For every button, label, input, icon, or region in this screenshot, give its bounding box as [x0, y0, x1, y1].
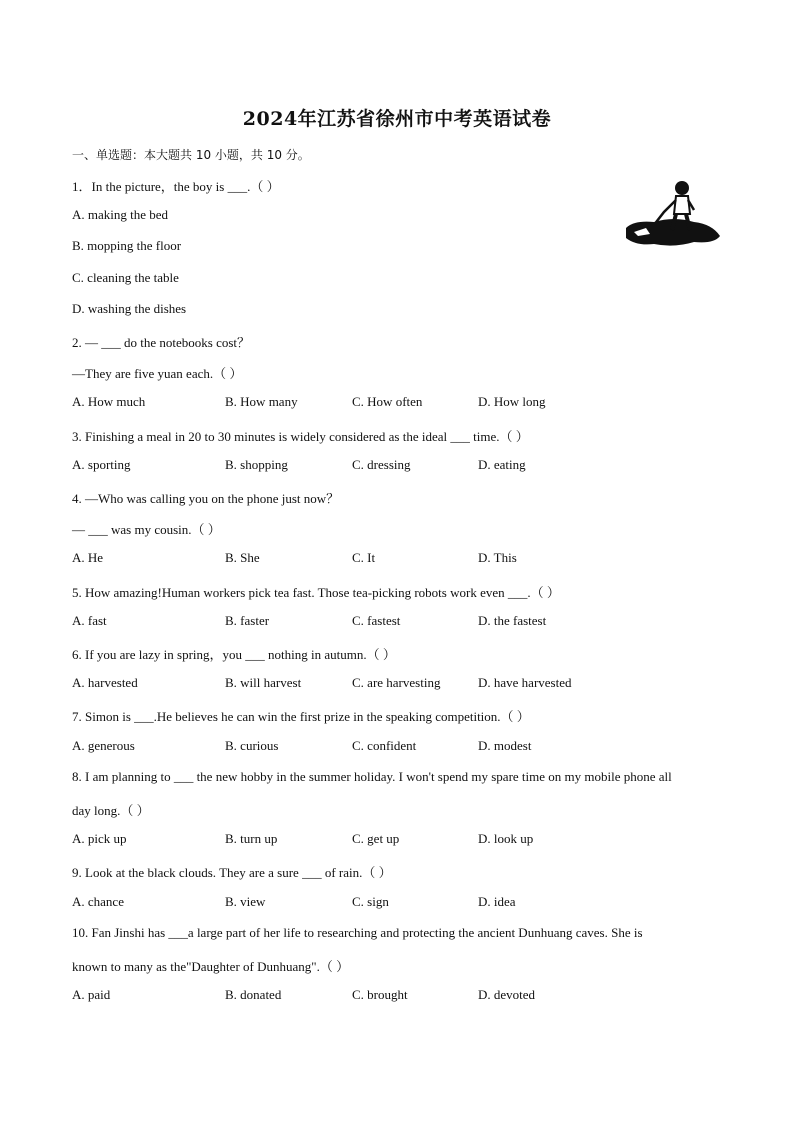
question-option: A. pick up — [72, 831, 127, 847]
question-4-text: 4. —Who was calling you on the phone just now？ — [72, 491, 340, 506]
question-option: B. faster — [225, 612, 270, 628]
question-option: D. have harvested — [478, 675, 572, 691]
question-option: B. turn up — [225, 831, 278, 847]
question-1-option: C. cleaning the table — [72, 269, 179, 285]
question-option: B. She — [225, 550, 260, 566]
question-option: D. eating — [478, 456, 526, 472]
question-option: D. modest — [478, 737, 532, 753]
question-option: B. view — [225, 893, 266, 909]
question-4-text-cont: — ___ was my cousin.（ ） — [72, 522, 221, 538]
question-option: C. How often — [352, 394, 423, 410]
question-9-text: 9. Look at the black clouds. They are a sure ___ of rain.（ ） — [72, 865, 392, 881]
question-option: C. confident — [352, 737, 417, 753]
question-option: A. harvested — [72, 675, 138, 691]
question-8-text: 8. I am planning to ___ the new hobby in the summer holiday. I won't spend my spare time on my mobile phone all — [72, 768, 672, 784]
question-3-text: 3. Finishing a meal in 20 to 30 minutes is widely considered as the ideal ___ time.（ ） — [72, 428, 529, 444]
question-option: C. are harvesting — [352, 675, 441, 691]
question-5-text: 5. How amazing!Human workers pick tea fast. Those tea-picking robots work even ___.（ ） — [72, 584, 560, 600]
question-option: C. It — [352, 550, 376, 566]
question-option: B. will harvest — [225, 675, 302, 691]
question-option: D. This — [478, 550, 517, 566]
question-option: A. He — [72, 550, 104, 566]
question-8-text-cont: day long.（ ） — [72, 803, 150, 818]
question-option: C. fastest — [352, 612, 401, 628]
question-option: A. generous — [72, 737, 135, 753]
page-title: 2024年江苏省徐州市中考英语试卷 — [242, 108, 552, 130]
section-heading: 一、单选题：本大题共 10 小题，共 10 分。 — [72, 148, 310, 162]
question-option: C. brought — [352, 987, 408, 1003]
boy-mopping-floor-illustration — [624, 178, 722, 250]
question-option: C. get up — [352, 831, 400, 847]
question-6-text: 6. If you are lazy in spring，you ___ nothing in autumn.（ ） — [72, 647, 396, 662]
question-option: D. How long — [478, 394, 546, 410]
question-option: A. paid — [72, 987, 111, 1003]
question-1-option: D. washing the dishes — [72, 300, 187, 316]
question-option: B. curious — [225, 737, 279, 753]
question-7-text: 7. Simon is ___.He believes he can win the first prize in the speaking competition.（ ） — [72, 709, 530, 725]
question-1-text: 1．In the picture，the boy is ___.（ ） — [72, 179, 280, 194]
question-option: B. donated — [225, 987, 282, 1003]
question-option: D. look up — [478, 831, 534, 847]
question-2-text-cont: —They are five yuan each.（ ） — [72, 366, 243, 382]
question-option: D. devoted — [478, 987, 536, 1003]
question-option: B. shopping — [225, 456, 288, 472]
question-10-text: 10. Fan Jinshi has ___a large part of her life to researching and protecting the ancient Dunhuang caves. She is — [72, 924, 643, 940]
question-option: C. sign — [352, 893, 389, 909]
question-option: A. How much — [72, 394, 146, 410]
question-option: A. fast — [72, 612, 107, 628]
question-option: C. dressing — [352, 456, 411, 472]
question-1-option: B. mopping the floor — [72, 238, 182, 254]
question-10-text-cont: known to many as the"Daughter of Dunhuang".（ ） — [72, 959, 350, 974]
question-option: B. How many — [225, 394, 298, 410]
question-option: D. the fastest — [478, 612, 547, 628]
question-2-text: 2. — ___ do the notebooks cost？ — [72, 335, 251, 350]
question-option: A. chance — [72, 893, 124, 909]
question-1-option: A. making the bed — [72, 207, 169, 223]
question-option: A. sporting — [72, 456, 131, 472]
question-option: D. idea — [478, 893, 516, 909]
